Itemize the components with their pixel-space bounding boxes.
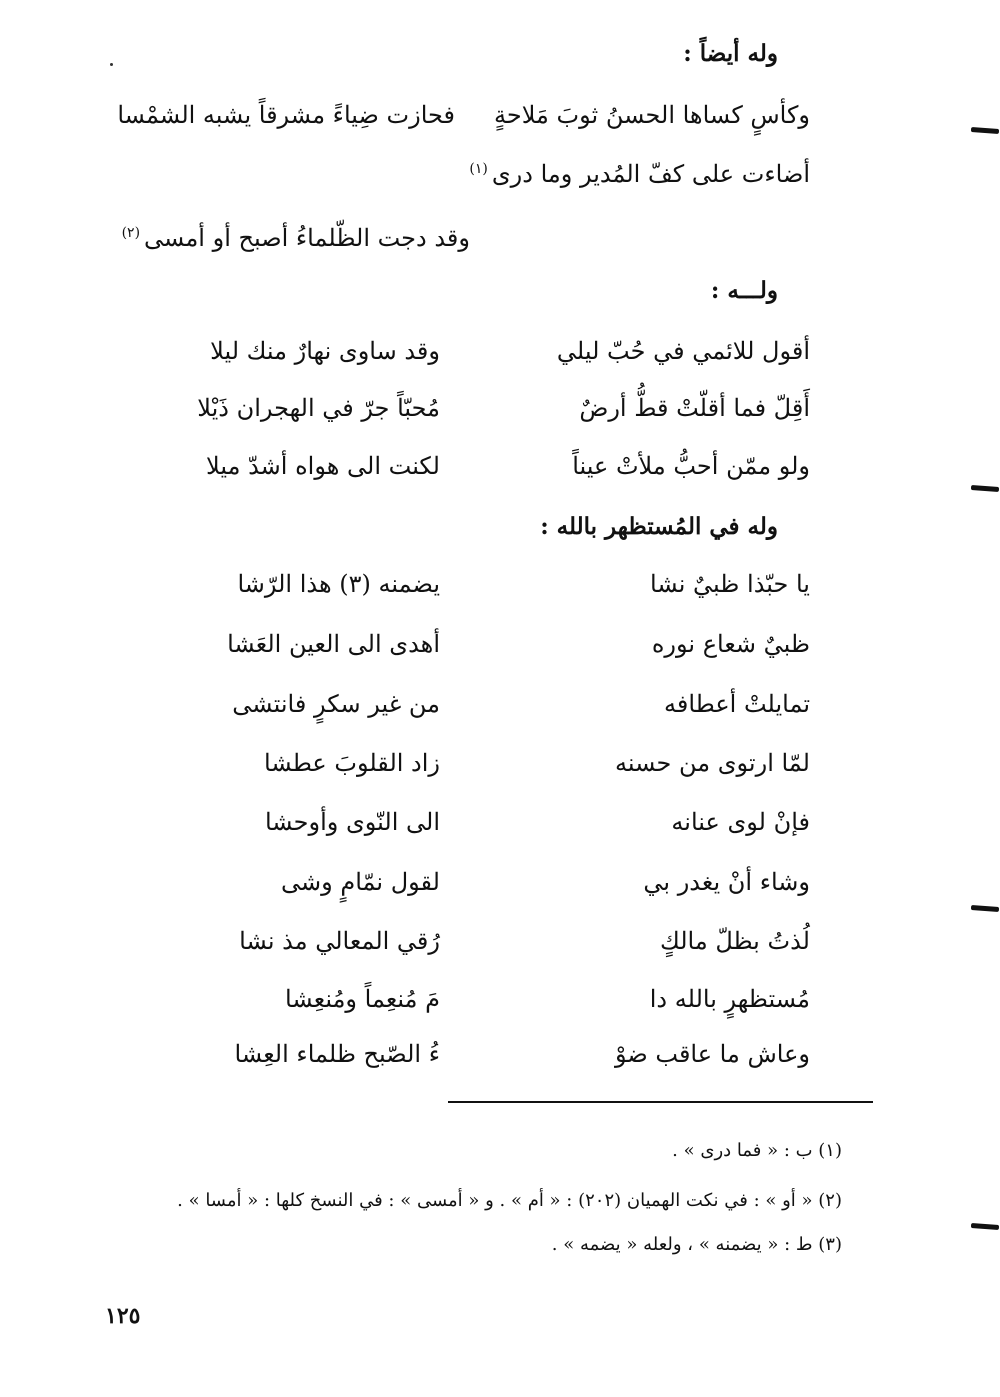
verse-second-hemistich: مُحبّاً جرّ في الهجران ذَيْلا: [197, 394, 440, 422]
verse-second-hemistich: فحازت ضِياءً مشرقاً يشبه الشمْسا: [117, 101, 455, 129]
ink-speck: [110, 63, 113, 66]
verse-first-hemistich: وشاء أنْ يغدر بي: [643, 868, 810, 896]
verse-second-hemistich: يضمنه (٣) هذا الرّشا: [237, 570, 440, 598]
footnote-marker: (٢): [121, 225, 141, 241]
footnote-marker: (١): [469, 161, 488, 177]
verse-second-hemistich: زاد القلوبَ عطشا: [264, 749, 440, 777]
verse-first-hemistich: لُذتُ بظلّ مالكٍ: [659, 927, 810, 955]
footnote: (٢) « أو » : في نكت الهميان (٢٠٢) : « أم » . و « أمسى » : في النسخ كلها : « أمسا » .: [177, 1190, 842, 1211]
verse-text: وقد دجت الظّلماءُ أصبح أو أمسى: [144, 224, 470, 252]
verse-second-hemistich: لقول نمّامٍ وشى: [281, 868, 440, 896]
margin-mark: [971, 905, 999, 912]
section-heading: وله أيضاً :: [683, 40, 778, 67]
verse-line: [469, 160, 810, 188]
verse-first-hemistich: ولو ممّن أحبُّ ملأتْ عيناً: [572, 452, 810, 480]
margin-mark: [971, 127, 999, 134]
verse-second-hemistich: لكنت الى هواه أشدّ ميلا: [206, 452, 440, 480]
footnote: (٣) ط : « يضمنه » ، ولعله « يضمه » .: [551, 1234, 842, 1255]
verse-second-hemistich: الى النّوى وأوحشا: [264, 808, 440, 836]
verse-first-hemistich: يا حبّذا ظبيٌ نشا: [650, 570, 810, 598]
verse-second-hemistich: مَ مُنعِماً ومُنعِشا: [285, 985, 440, 1013]
verse-second-hemistich: رُقي المعالي مذ نشا: [239, 927, 440, 955]
verse-line: [122, 224, 470, 252]
verse-second-hemistich: أهدى الى العين العَشا: [227, 630, 440, 658]
verse-first-hemistich: مُستظهرٍ بالله دا: [649, 985, 810, 1013]
verse-first-hemistich: أَقِلّ فما أقلّتْ قطُّ أرضٌ: [579, 394, 810, 422]
margin-mark: [971, 485, 999, 492]
verse-first-hemistich: فإنْ لوى عنانه: [671, 808, 810, 836]
verse-first-hemistich: وعاش ما عاقب ضوْ: [614, 1040, 810, 1068]
section-heading: ولـــه :: [710, 277, 778, 304]
margin-mark: [971, 1223, 999, 1230]
section-heading: وله في المُستظهر بالله :: [540, 513, 778, 540]
verse-first-hemistich: وكأسٍ كساها الحسنُ ثوبَ مَلاحةٍ: [494, 101, 810, 129]
verse-second-hemistich: من غير سكرٍ فانتشى: [232, 690, 440, 718]
verse-text: أضاءت على كفّ المُدير وما درى: [491, 160, 810, 188]
page-number: ١٢٥: [105, 1303, 141, 1329]
verse-first-hemistich: ظبيٌ شعاع نوره: [651, 630, 810, 658]
verse-second-hemistich: وقد ساوى نهارٌ منك ليلا: [210, 337, 440, 365]
footnote-separator: [448, 1101, 873, 1103]
verse-first-hemistich: أقول للائمي في حُبّ ليلي: [556, 337, 810, 365]
verse-first-hemistich: تمايلتْ أعطافه: [663, 690, 810, 718]
verse-second-hemistich: ءُ الصّبح ظلماء العِشا: [234, 1040, 440, 1068]
footnote: (١) ب : « فما درى » .: [672, 1140, 842, 1161]
verse-first-hemistich: لمّا ارتوى من حسنه: [615, 749, 810, 777]
